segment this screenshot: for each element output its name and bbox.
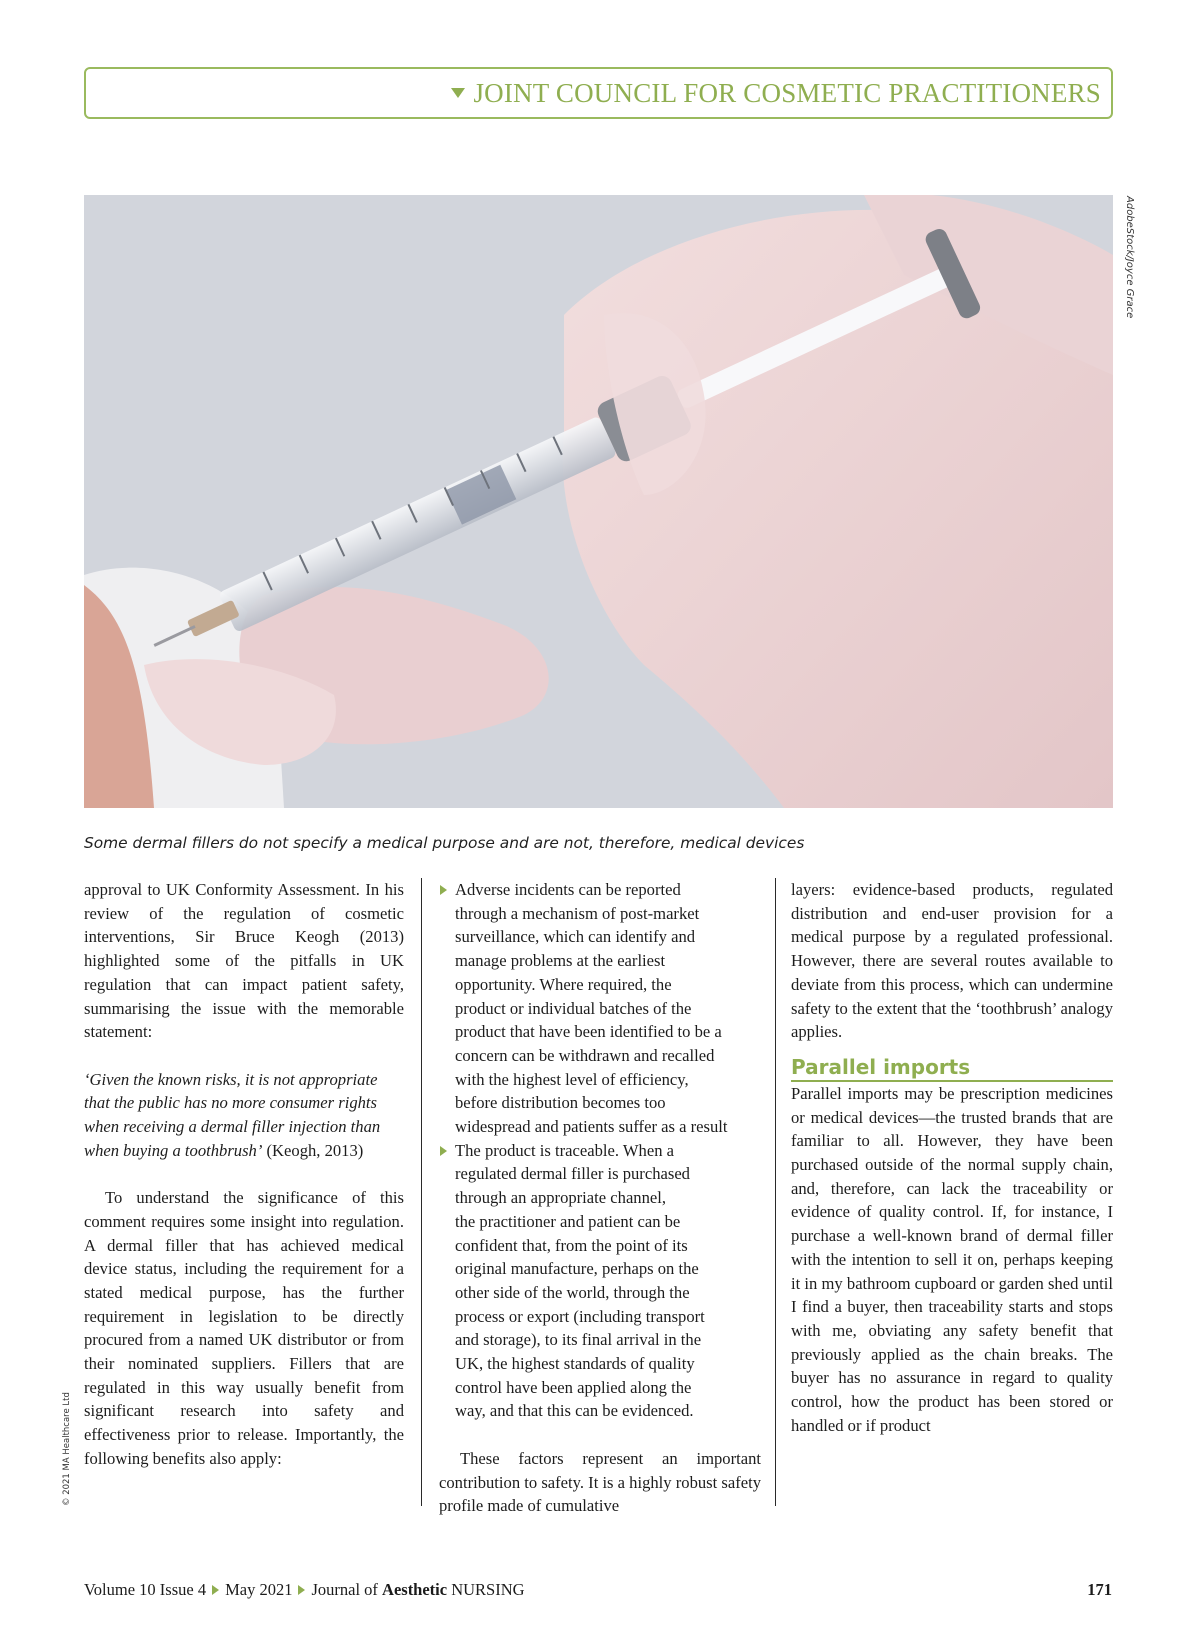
triangle-bullet-icon <box>440 885 447 895</box>
article-column-3 <box>791 878 1113 1437</box>
bullet-item <box>439 1139 761 1423</box>
bullet-line: through an appropriate channel, <box>455 1188 667 1208</box>
footer-journal-suffix: NURSING <box>447 1580 525 1599</box>
footer-journal-prefix: Journal of <box>311 1580 383 1599</box>
bullet-line: original manufacture, perhaps on the <box>455 1259 699 1279</box>
page-footer <box>84 1580 525 1600</box>
bullet-line: widespread and patients suffer as a result <box>455 1117 728 1137</box>
triangle-down-icon <box>451 88 465 98</box>
photo-credit <box>1123 196 1137 356</box>
photo-credit-text: AdobeStock/Joyce Grace <box>1124 196 1135 319</box>
bullet-line: manage problems at the earliest <box>455 951 666 971</box>
bullet-line: through a mechanism of post-market <box>455 903 700 923</box>
bullet-line: regulated dermal filler is purchased <box>455 1164 690 1184</box>
article-column-2 <box>439 878 761 1518</box>
bullet-line: The product is traceable. When a <box>455 1140 675 1160</box>
body-paragraph: These factors represent an important contribution to safety. It is a highly robust safety profile made of cumulative <box>439 1448 761 1516</box>
pull-quote <box>84 1068 404 1163</box>
section-header-title <box>451 78 1101 109</box>
section-header-label: JOINT COUNCIL FOR COSMETIC PRACTITIONERS <box>473 78 1101 108</box>
bullet-line: concern can be withdrawn and recalled <box>455 1045 715 1065</box>
bullet-line: control have been applied along the <box>455 1377 692 1397</box>
bullet-line: product that have been identified to be a <box>455 1022 722 1042</box>
bullet-item <box>439 878 761 1139</box>
bullet-line: before distribution becomes too <box>455 1093 666 1113</box>
bullet-line: process or export (including transport <box>455 1306 705 1326</box>
quote-text: ‘Given the known risks, it is not appropriate that the public has no more consumer rights when receiving a dermal filler injection than when buying a toothbrush’ <box>84 1069 381 1160</box>
section-header <box>84 67 1113 119</box>
footer-date: May 2021 <box>225 1580 293 1599</box>
footer-journal-bold: Aesthetic <box>382 1580 448 1599</box>
column-divider <box>421 878 422 1506</box>
quote-citation: (Keogh, 2013) <box>262 1140 364 1160</box>
triangle-separator-icon <box>212 1585 219 1595</box>
bullet-line: with the highest level of efficiency, <box>455 1069 689 1089</box>
page-number: 171 <box>1087 1580 1112 1599</box>
bullet-line: UK, the highest standards of quality <box>455 1354 695 1374</box>
bullet-line: confident that, from the point of its <box>455 1235 688 1255</box>
body-paragraph: layers: evidence-based products, regulated distribution and end-user provision for a medical purpose by a regulated professional. However, there are several routes available to deviate from this process, which can undermine safety to the extent that the ‘toothbrush’ analogy applies. <box>791 880 1113 1042</box>
body-paragraph: Parallel imports may be prescription medicines or medical devices—the trusted brands that are familiar to all. However, they have been purchased outside of the normal supply chain, and, therefore, can lack the traceability or evidence of quality control. If, for instance, I purchase a well-known brand of dermal filler with the intention to sell it on, perhaps keeping it in my bathroom cupboard or garden shed until I find a buyer, then traceability starts and stops with me, obviating any safety benefit that previously applied as the chain breaks. The buyer has no assurance in regard to quality control, how the product has been stored or handled or if product <box>791 1083 1113 1435</box>
body-paragraph: To understand the significance of this comment requires some insight into regulation. A dermal filler that has achieved medical device status, including the requirement for a stated medical purpose, has the further requirement in legislation to be directly procured from a named UK distributor or from their nominated suppliers. Fillers that are regulated in this way usually benefit from significant research into safety and effectiveness prior to release. Importantly, the following benefits also apply: <box>84 1188 404 1468</box>
section-subheading: Parallel imports <box>791 1054 1113 1082</box>
bullet-line: Adverse incidents can be reported <box>455 880 681 899</box>
body-paragraph: approval to UK Conformity Assessment. In his review of the regulation of cosmetic interventions, Sir Bruce Keogh (2013) highlighted some of the pitfalls in UK regulation that can impact patient safety, summarising the issue with the memorable statement: <box>84 880 404 1042</box>
bullet-line: other side of the world, through the <box>455 1282 690 1302</box>
bullet-line: and storage), to its final arrival in the <box>455 1330 702 1350</box>
photo-caption: Some dermal fillers do not specify a medical purpose and are not, therefore, medical devices <box>84 834 805 852</box>
footer-volume: Volume 10 Issue 4 <box>84 1580 207 1599</box>
syringe-injection-illustration <box>84 195 1113 808</box>
bullet-line: surveillance, which can identify and <box>455 927 696 947</box>
article-photo <box>84 195 1113 808</box>
bullet-line: way, and that this can be evidenced. <box>455 1401 694 1421</box>
bullet-line: opportunity. Where required, the <box>455 974 672 994</box>
triangle-separator-icon <box>298 1585 305 1595</box>
copyright-notice <box>62 1392 74 1516</box>
copyright-text: © 2021 MA Healthcare Ltd <box>62 1392 72 1506</box>
bullet-line: product or individual batches of the <box>455 998 692 1018</box>
triangle-bullet-icon <box>440 1146 447 1156</box>
article-column-1 <box>84 878 404 1471</box>
bullet-line: the practitioner and patient can be <box>455 1211 681 1231</box>
column-divider <box>775 878 776 1506</box>
